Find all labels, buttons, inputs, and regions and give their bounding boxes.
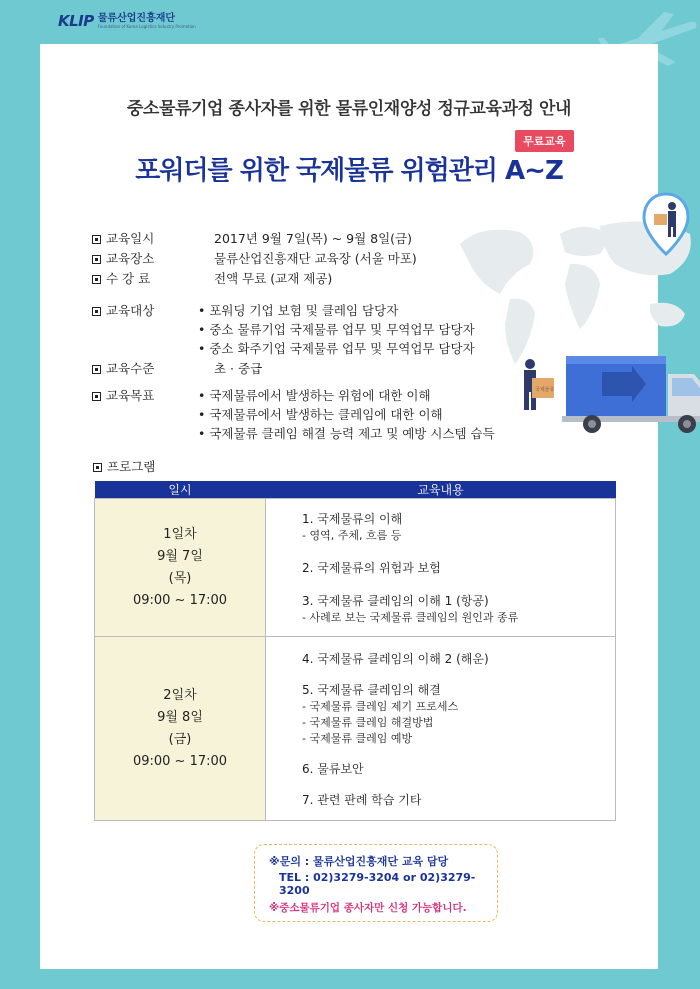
table-header-content: 교육내용 [266, 481, 616, 499]
logo-subtitle: Foundation of Korea Logistics Industry Promotion [97, 23, 196, 29]
logo [58, 12, 196, 30]
goal-item: • 국제물류 클레임 해결 능력 제고 및 예방 시스템 습득 [198, 426, 495, 441]
eligibility-note: ※중소물류기업 종사자만 신청 가능합니다. [269, 902, 467, 914]
table-row [95, 637, 616, 821]
poster-subtitle: 중소물류기업 종사자를 위한 물류인재양성 정규교육과정 안내 [126, 99, 572, 119]
program-label: 프로그램 [93, 457, 155, 475]
free-course-badge: 무료교육 [515, 130, 574, 152]
checkbox-icon [92, 275, 101, 284]
location-pin-icon [642, 192, 690, 272]
checkbox-icon [92, 392, 101, 401]
target-item: • 중소 화주기업 국제물류 업무 및 무역업무 담당자 [198, 341, 475, 356]
checkbox-icon [92, 235, 101, 244]
contact-line: ※문의 : 물류산업진흥재단 교육 담당 [269, 855, 449, 868]
checkbox-icon [92, 307, 101, 316]
goal-item: • 국제물류에서 발생하는 위험에 대한 이해 [198, 388, 431, 403]
day2-cell: 2일차 9월 8일 (금) 09:00 ~ 17:00 [95, 637, 266, 821]
poster-card: 중소물류기업 종사자를 위한 물류인재양성 정규교육과정 안내 무료교육 포워더를 위한 국제물류 위험관리 A~Z 국제물류 교육일시 2017년 9월 7일(목) ~ 9월 8일(금) 교육장소 물류산업진흥재단 교육장 (서울 마포) 수 강 료 전액 무료 (교재 제공) 교육대상 • 포워딩 기업 보험 및 클레임 담당자 • 중소 물류기업 국제물류 업무 및 무역업무 담당자 • 중소 화주기업 국제물류 업무 및 무역업무 담당자 교육수준 초 · 중급 교육목표 • 국제물류에서 발생하는 위험에 대한 이해 • 국제물류에서 발생하는 클레임에 대한 이해 • 국제물류 클레임 해결 능력 제고 및 예방 시스템 습득 프로그램 일시 교육내용 1일차 9월 7일 (목) 09:00 ~ 17:00 1. 국제물류의 이해 - 영역, 주체, 흐름 등 2. 국제물류의 위험과 보험 3. 국제물류 클레임의 이해 1 (항공) - 사례로 보는 국제물류 클레임의 원인과 종류 2일차 9월 8일 (금) 09:00 ~ 17:00 4. 국제물류 클레임의 이해 2 (해운) 5. 국제물류 클레임의 해결 - 국제물류 클레임 제기 프로세스 - 국제물류 클레임 해결방법 - 국제물류 클레임 예방 6. 물류보안 7. 관련 판례 학습 기타 ※문의 : 물류산업진흥재단 교육 담당 TEL : 02)3279-3204 or 02)3279-3200 ※중소물류기업 종사자만 신청 가능합니다. [40, 44, 658, 969]
target-item: • 포워딩 기업 보험 및 클레임 담당자 [198, 303, 399, 318]
place-value: 물류산업진흥재단 교육장 (서울 마포) [214, 251, 417, 266]
checkbox-icon [93, 463, 102, 472]
poster-title: 포워더를 위한 국제물류 위험관리 A~Z [135, 156, 563, 186]
logo-mark: KLIP [58, 12, 94, 30]
day1-cell: 1일차 9월 7일 (목) 09:00 ~ 17:00 [95, 499, 266, 637]
day2-content: 4. 국제물류 클레임의 이해 2 (해운) 5. 국제물류 클레임의 해결 - 국제물류 클레임 제기 프로세스 - 국제물류 클레임 해결방법 - 국제물류 클레임 예방 6. 물류보안 7. 관련 판례 학습 기타 [266, 637, 616, 821]
contact-box [254, 844, 498, 922]
contact-phone: TEL : 02)3279-3204 or 02)3279-3200 [279, 871, 476, 897]
fee-value: 전액 무료 (교재 제공) [214, 271, 333, 286]
table-row [95, 499, 616, 637]
checkbox-icon [92, 255, 101, 264]
day1-content: 1. 국제물류의 이해 - 영역, 주체, 흐름 등 2. 국제물류의 위험과 보험 3. 국제물류 클레임의 이해 1 (항공) - 사례로 보는 국제물류 클레임의 원인과 종류 [266, 499, 616, 637]
truck-illustration [522, 352, 700, 438]
box-label: 국제물류 [535, 387, 555, 393]
level-value: 초 · 중급 [214, 361, 263, 376]
logo-name: 물류산업진흥재단 [97, 12, 176, 24]
schedule-table [94, 481, 616, 821]
table-header-date: 일시 [95, 481, 266, 499]
target-item: • 중소 물류기업 국제물류 업무 및 무역업무 담당자 [198, 322, 475, 337]
goal-item: • 국제물류에서 발생하는 클레임에 대한 이해 [198, 407, 443, 422]
checkbox-icon [92, 365, 101, 374]
date-value: 2017년 9월 7일(목) ~ 9월 8일(금) [214, 231, 412, 246]
